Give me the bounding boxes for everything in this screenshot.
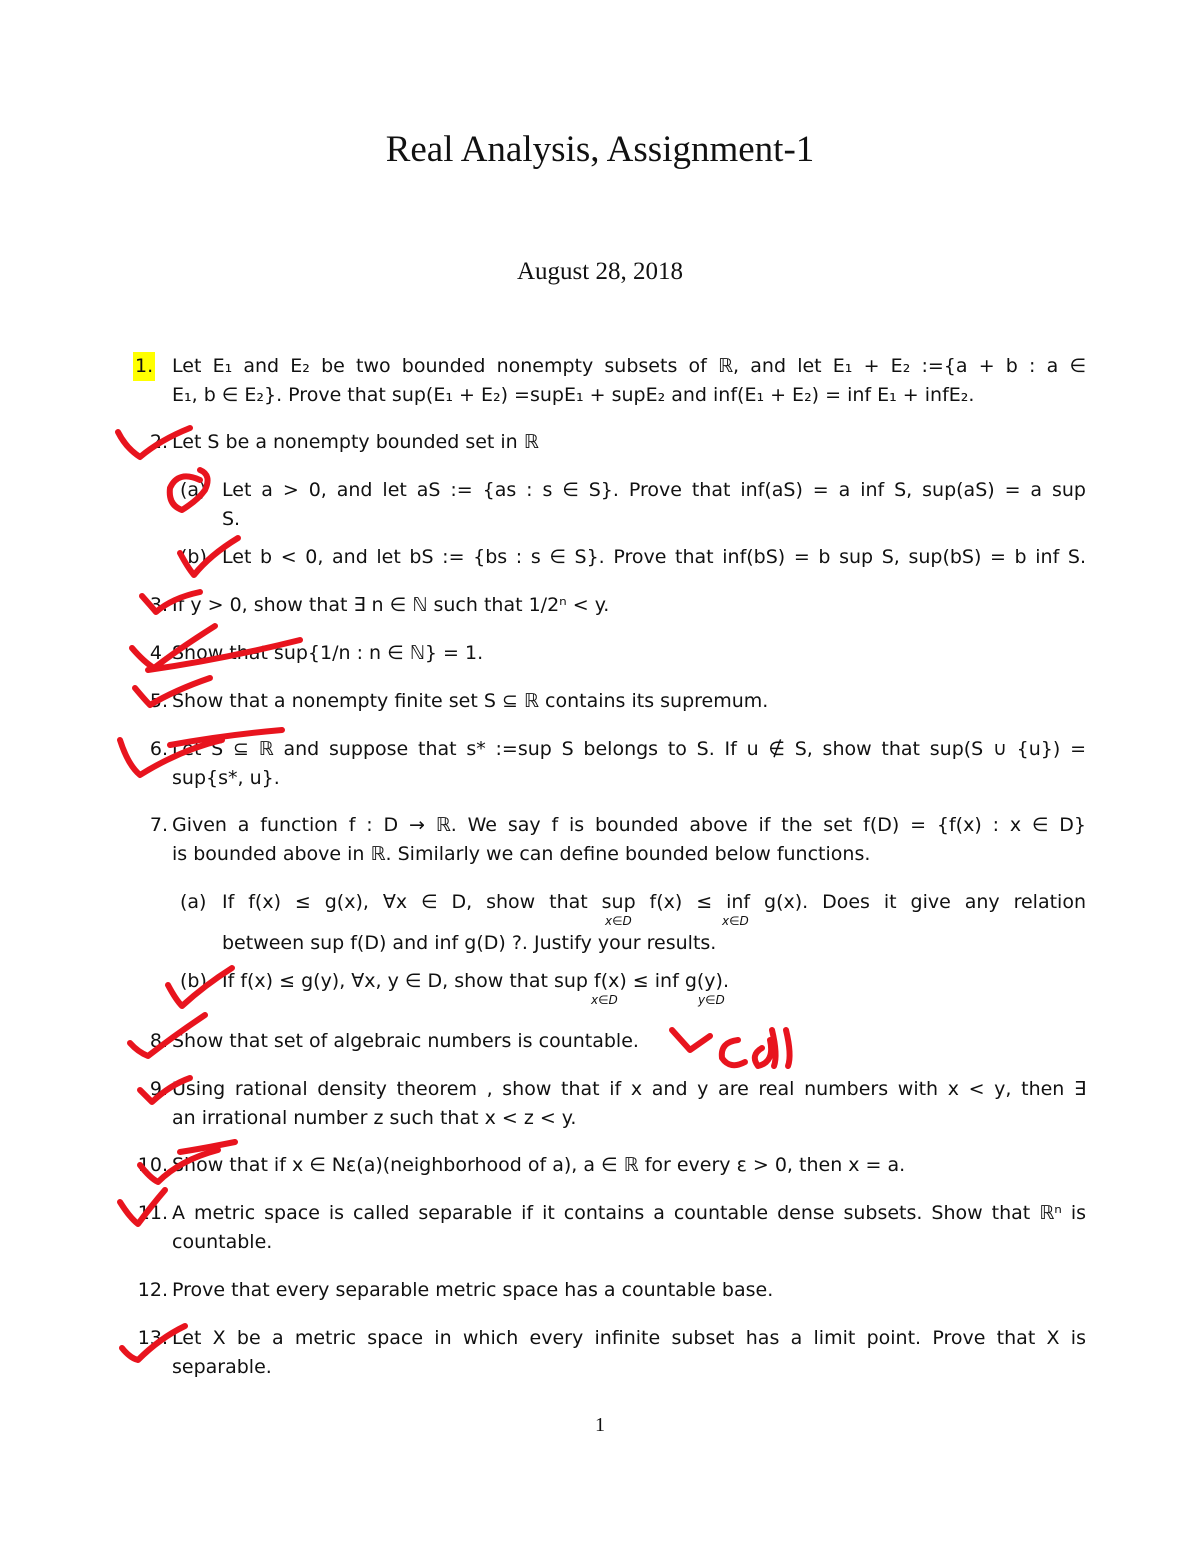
problem-text-line: Given a function f : D → ℝ. We say f is bounded above if the set f(D) = {f(x) : x ∈ D} (172, 814, 1086, 836)
problem-text-line: is bounded above in ℝ. Similarly we can define bounded below functions. (172, 843, 871, 865)
problem-text-line: Prove that every separable metric space has a countable base. (172, 1279, 774, 1301)
problem-text-line: Let S be a nonempty bounded set in ℝ (172, 431, 539, 453)
subproblem-label: (b) (180, 546, 207, 568)
problem-text-line: Let E₁ and E₂ be two bounded nonempty subsets of ℝ, and let E₁ + E₂ :={a + b : a ∈ (172, 355, 1086, 377)
problem-text-line: Let b < 0, and let bS := {bs : s ∈ S}. Prove that inf(bS) = b sup S, sup(bS) = b inf S. (222, 546, 1086, 568)
problem-text-line: Let S ⊆ ℝ and suppose that s* :=sup S belongs to S. If u ∉ S, show that sup(S ∪ {u}) = (172, 738, 1086, 760)
problem-text-line: Let X be a metric space in which every infinite subset has a limit point. Prove that X is (172, 1327, 1086, 1349)
inf-subscript: x∈D (722, 914, 749, 928)
problem-number: 8. (149, 1030, 168, 1052)
subscript-row (222, 993, 1086, 1008)
subproblem-label: (a) (180, 891, 207, 913)
problem-number: 2. (149, 431, 168, 453)
problem-text-line: Show that a nonempty finite set S ⊆ ℝ contains its supremum. (172, 690, 769, 712)
problem-number: 5. (149, 690, 168, 712)
problem-text-line: Using rational density theorem , show that if x and y are real numbers with x < y, then ∃ (172, 1078, 1086, 1100)
problem-number: 3. (149, 594, 168, 616)
problem-number: 7. (149, 814, 168, 836)
problem-number-highlighted: 1. (133, 352, 155, 381)
page-number: 1 (595, 1414, 605, 1436)
problem-text-line: countable. (172, 1231, 273, 1253)
problem-text-line: separable. (172, 1356, 272, 1378)
problem-text-line: A metric space is called separable if it contains a countable dense subsets. Show that ℝⁿ is (172, 1202, 1086, 1224)
problem-text-line: E₁, b ∈ E₂}. Prove that sup(E₁ + E₂) =supE₁ + supE₂ and inf(E₁ + E₂) = inf E₁ + infE₂. (172, 384, 975, 406)
problem-text-line: Show that sup{1/n : n ∈ ℕ} = 1. (172, 642, 484, 664)
problem-number: 10. (137, 1154, 168, 1176)
problem-text-line: Show that if x ∈ Nε(a)(neighborhood of a), a ∈ ℝ for every ε > 0, then x = a. (172, 1154, 906, 1176)
problem-text-line: sup{s*, u}. (172, 767, 280, 789)
problem-text-line: If f(x) ≤ g(y), ∀x, y ∈ D, show that sup f(x) ≤ inf g(y). (222, 970, 729, 992)
inf-subscript: y∈D (698, 993, 725, 1007)
subproblem-label: (a) (180, 479, 207, 501)
sup-subscript: x∈D (605, 914, 632, 928)
problem-text-line: S. (222, 508, 241, 530)
problem-number: 11. (137, 1202, 168, 1224)
problem-number: 9. (149, 1078, 168, 1100)
problem-text-line: an irrational number z such that x < z < y. (172, 1107, 577, 1129)
problem-text-line: between sup f(D) and inf g(D) ?. Justify your results. (222, 932, 717, 954)
document-date: August 28, 2018 (517, 258, 683, 285)
problem-number: 12. (137, 1279, 168, 1301)
problem-text-line: If f(x) ≤ g(x), ∀x ∈ D, show that sup f(x) ≤ inf g(x). Does it give any relation (222, 891, 1086, 913)
sup-subscript: x∈D (591, 993, 618, 1007)
subscript-row (222, 914, 1086, 929)
problem-text-line: Show that set of algebraic numbers is countable. (172, 1030, 639, 1052)
problem-number: 4. (149, 642, 168, 664)
subproblem-label: (b) (180, 970, 207, 992)
problem-text-line: If y > 0, show that ∃ n ∈ ℕ such that 1/2ⁿ < y. (172, 594, 610, 616)
problem-text-line: Let a > 0, and let aS := {as : s ∈ S}. Prove that inf(aS) = a inf S, sup(aS) = a sup (222, 479, 1086, 501)
problem-number: 6. (149, 738, 168, 760)
document-title: Real Analysis, Assignment-1 (385, 129, 815, 170)
problem-number: 13. (137, 1327, 168, 1349)
